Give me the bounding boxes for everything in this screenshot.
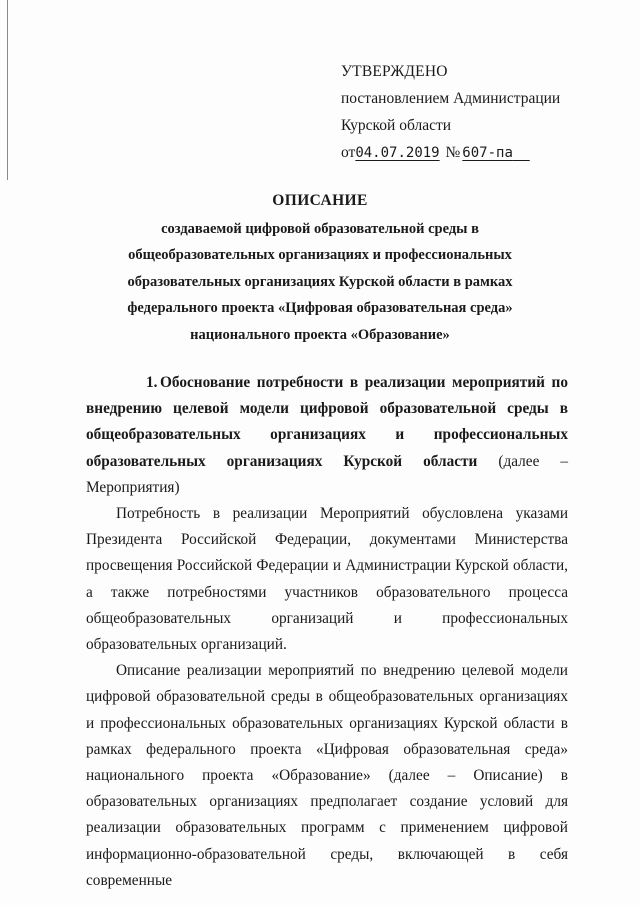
approval-date: 04.07.2019 — [355, 145, 440, 161]
section-1-heading-text: Обоснование потребности в реализации мероприятий по внедрению целевой модели цифровой образовательной среды в общеобразовательных организациях и профессиональных образовательных организациях Курской области — [86, 374, 568, 470]
approval-underline-tail — [513, 145, 530, 161]
approval-prefix: от — [341, 144, 356, 161]
approval-line-2: Курской области — [341, 117, 452, 134]
approval-number-sign: № — [445, 144, 461, 161]
section-1-heading — [86, 370, 568, 501]
paragraph-2: Описание реализации мероприятий по внедрению целевой модели цифровой образовательной среды в общеобразовательных организациях и профессиональных образовательных организациях Курской области в рамках федерального проекта «Цифровая образовательная среда» национального проекта «Образование» (далее – Описание) в образовательных организациях предполагает создание условий для реализации образовательных программ с применением цифровой информационно-образовательной среды, включающей в себя современные — [86, 662, 568, 889]
approval-line-1: постановлением Администрации — [341, 90, 561, 107]
section-1-number: 1. — [146, 374, 158, 391]
title-main: ОПИСАНИЕ — [272, 192, 368, 209]
document-body — [86, 370, 568, 894]
section-1-heading-tail: (далее – Мероприятия) — [86, 452, 568, 496]
approval-date-line — [341, 139, 621, 167]
title-line-4: федерального проекта «Цифровая образовательная среда» — [127, 300, 513, 316]
title-line-1: создаваемой цифровой образовательной среды в — [161, 220, 479, 237]
paragraph-1: Потребность в реализации Мероприятий обусловлена указами Президента Российской Федерации, документами Министерства просвещения Российской Федерации и Администрации Курской области, а также потребностями участников образовательного процесса общеобразовательных организаций и профессиональных образовательных организаций. — [86, 505, 568, 654]
document-title — [60, 188, 580, 348]
approval-stamp — [341, 58, 621, 167]
title-line-3: образовательных организациях Курской области в рамках — [127, 273, 513, 290]
title-line-2: общеобразовательных организациях и профессиональных — [128, 247, 512, 263]
page-edge-line — [7, 0, 8, 180]
title-line-5: национального проекта «Образование» — [190, 326, 450, 343]
approval-number: 607-па — [462, 145, 513, 161]
approval-heading: УТВЕРЖДЕНО — [341, 63, 448, 80]
